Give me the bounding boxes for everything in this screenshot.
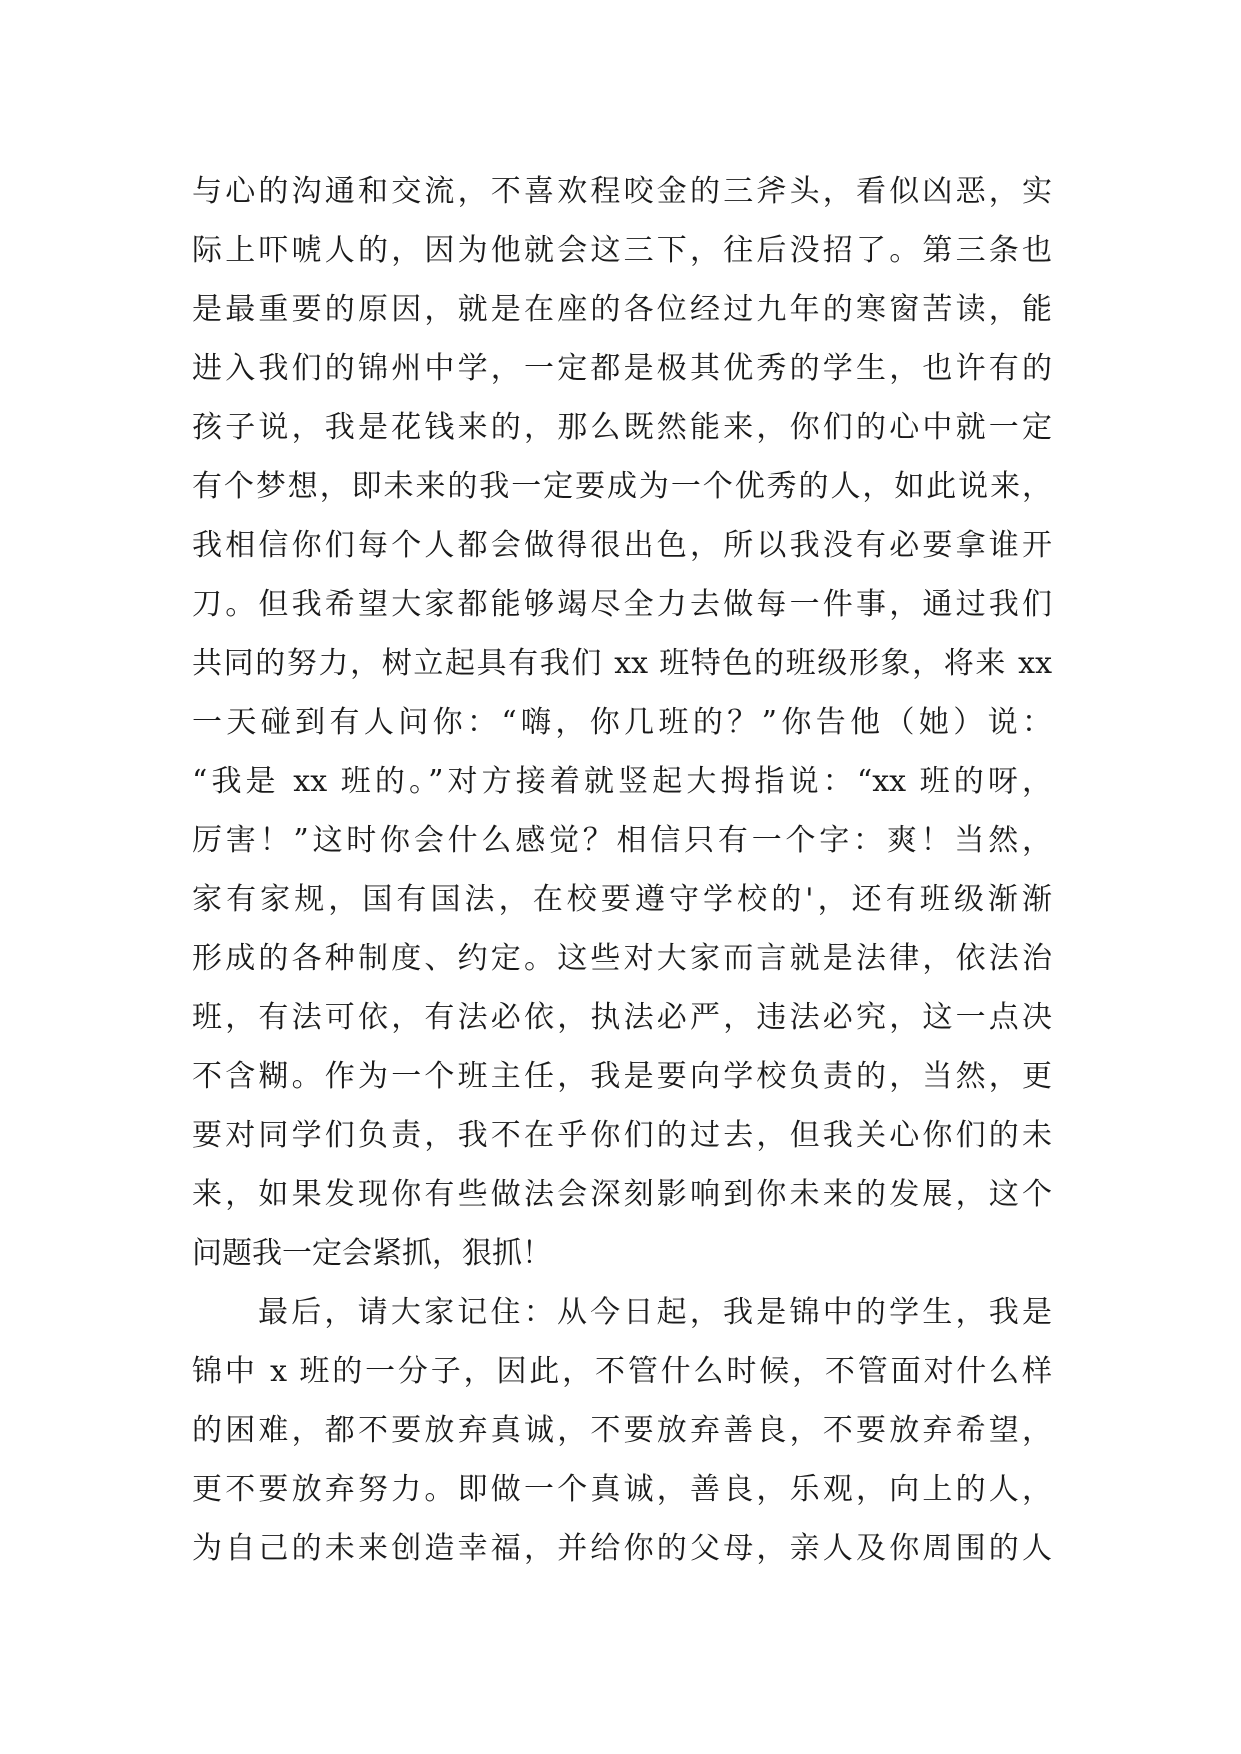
text-line: 锦中 x 班的一分子，因此，不管什么时候，不管面对什么样 (192, 1354, 1052, 1389)
text-line: 最后，请大家记住：从今日起，我是锦中的学生，我是 (258, 1295, 1052, 1330)
text-line: 问题我一定会紧抓，狠抓！ (192, 1236, 552, 1271)
text-line: 形成的各种制度、约定。这些对大家而言就是法律，依法治 (192, 941, 1052, 976)
text-line: 的困难，都不要放弃真诚，不要放弃善良，不要放弃希望， (192, 1413, 1052, 1448)
text-line: 一天碰到有人问你：“嗨，你几班的？”你告他（她）说： (192, 705, 1052, 740)
text-line: 更不要放弃努力。即做一个真诚，善良，乐观，向上的人， (192, 1472, 1052, 1507)
text-line: 要对同学们负责，我不在乎你们的过去，但我关心你们的未 (192, 1118, 1052, 1153)
text-line: 进入我们的锦州中学，一定都是极其优秀的学生，也许有的 (192, 351, 1052, 386)
text-line: 不含糊。作为一个班主任，我是要向学校负责的，当然，更 (192, 1059, 1052, 1094)
text-line: 共同的努力，树立起具有我们 xx 班特色的班级形象，将来 xx (192, 646, 1052, 681)
text-line: 孩子说，我是花钱来的，那么既然能来，你们的心中就一定 (192, 410, 1052, 445)
text-line: 是最重要的原因，就是在座的各位经过九年的寒窗苦读，能 (192, 292, 1052, 327)
document-body (192, 162, 1052, 1578)
text-line: “我是 xx 班的。”对方接着就竖起大拇指说：“xx 班的呀， (192, 764, 1052, 799)
paragraph-2 (192, 1283, 1052, 1578)
text-line: 有个梦想，即未来的我一定要成为一个优秀的人，如此说来， (192, 469, 1052, 504)
paragraph-1 (192, 162, 1052, 1283)
text-line: 我相信你们每个人都会做得很出色，所以我没有必要拿谁开 (192, 528, 1052, 563)
text-line: 刀。但我希望大家都能够竭尽全力去做每一件事，通过我们 (192, 587, 1052, 622)
text-line: 与心的沟通和交流，不喜欢程咬金的三斧头，看似凶恶，实 (192, 174, 1052, 209)
text-line: 班，有法可依，有法必依，执法必严，违法必究，这一点决 (192, 1000, 1052, 1035)
text-line: 际上吓唬人的，因为他就会这三下，往后没招了。第三条也 (192, 233, 1052, 268)
text-line: 厉害！”这时你会什么感觉？相信只有一个字：爽！当然， (192, 823, 1052, 858)
text-line: 家有家规，国有国法，在校要遵守学校的'，还有班级渐渐 (192, 882, 1052, 917)
text-line: 来，如果发现你有些做法会深刻影响到你未来的发展，这个 (192, 1177, 1052, 1212)
text-line: 为自己的未来创造幸福，并给你的父母，亲人及你周围的人 (192, 1531, 1052, 1566)
